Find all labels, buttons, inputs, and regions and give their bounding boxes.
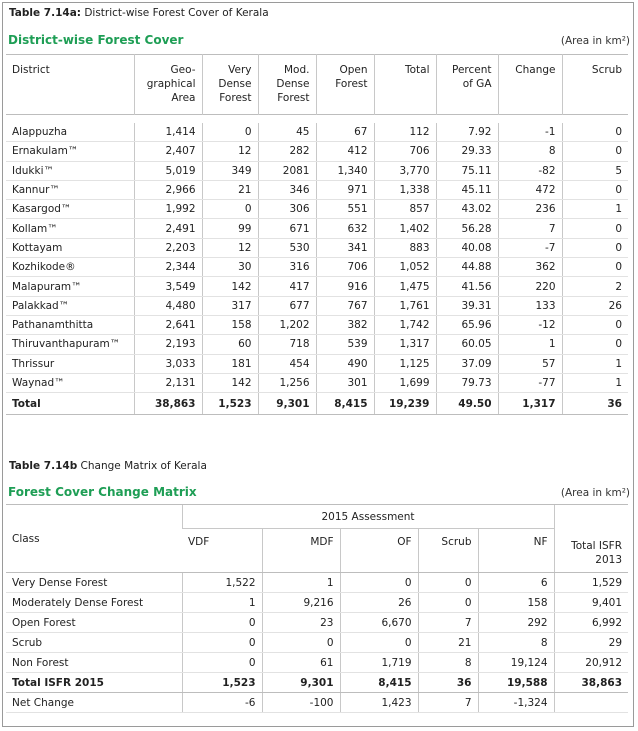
table-cell: 857 xyxy=(374,200,436,219)
net-change-row xyxy=(6,693,628,713)
table-cell: 75.11 xyxy=(436,161,498,180)
table-cell: 236 xyxy=(498,200,562,219)
column-header: Open Forest xyxy=(316,55,374,115)
table-cell: 29.33 xyxy=(436,142,498,161)
table-cell: 706 xyxy=(374,142,436,161)
group-header: 2015 Assessment xyxy=(182,505,554,529)
table-cell: Kannur™ xyxy=(6,180,134,199)
table-cell: 21 xyxy=(418,633,478,653)
table-cell: 23 xyxy=(262,613,340,633)
table-cell: 0 xyxy=(202,123,258,142)
table-cell: 0 xyxy=(562,219,628,238)
table-cell: 671 xyxy=(258,219,316,238)
table-cell: 767 xyxy=(316,296,374,315)
column-header: Total xyxy=(374,55,436,115)
table-cell: 1,719 xyxy=(340,653,418,673)
table-cell: 382 xyxy=(316,315,374,334)
table-cell: 0 xyxy=(182,633,262,653)
table-cell: 0 xyxy=(262,633,340,653)
table-cell: 1,338 xyxy=(374,180,436,199)
table-cell: Alappuzha xyxy=(6,123,134,142)
column-header: Geo-graphical Area xyxy=(134,55,202,115)
table-cell: 8 xyxy=(478,633,554,653)
column-header: District xyxy=(12,64,50,76)
table-cell: Very Dense Forest xyxy=(6,573,182,593)
table-cell: 0 xyxy=(340,573,418,593)
table-cell: 9,401 xyxy=(554,593,628,613)
table-cell: 0 xyxy=(182,613,262,633)
table-row xyxy=(6,633,628,653)
table-cell: Malapuram™ xyxy=(6,277,134,296)
table-cell: 8 xyxy=(498,142,562,161)
table-row xyxy=(6,653,628,673)
table-cell: 5,019 xyxy=(134,161,202,180)
table-cell: 29 xyxy=(554,633,628,653)
table-cell: 158 xyxy=(202,315,258,334)
table-b-section-title: Forest Cover Change Matrix xyxy=(8,485,197,499)
table-cell: 317 xyxy=(202,296,258,315)
table-b-unit: (Area in km²) xyxy=(560,487,630,499)
total-cell: 9,301 xyxy=(262,673,340,693)
table-row xyxy=(6,180,628,199)
table-cell: 472 xyxy=(498,180,562,199)
net-change-cell: 7 xyxy=(418,693,478,713)
table-cell: 0 xyxy=(562,315,628,334)
table-a-section-title: District-wise Forest Cover xyxy=(8,33,184,47)
table-cell: 1,340 xyxy=(316,161,374,180)
net-change-cell: -1,324 xyxy=(478,693,554,713)
table-cell: 158 xyxy=(478,593,554,613)
table-cell: 282 xyxy=(258,142,316,161)
table-cell: 26 xyxy=(562,296,628,315)
table-cell: 12 xyxy=(202,142,258,161)
table-cell: 1 xyxy=(562,354,628,373)
total-cell: 19,588 xyxy=(478,673,554,693)
table-row xyxy=(6,277,628,296)
table-cell: Open Forest xyxy=(6,613,182,633)
table-cell: 3,033 xyxy=(134,354,202,373)
net-change-cell xyxy=(554,693,628,713)
table-cell: 1,402 xyxy=(374,219,436,238)
table-cell: -1 xyxy=(498,123,562,142)
table-cell: 677 xyxy=(258,296,316,315)
table-cell: Thiruvanthapuram™ xyxy=(6,335,134,354)
column-header: VDF xyxy=(182,529,262,573)
table-cell: 2,344 xyxy=(134,258,202,277)
table-cell: 19,124 xyxy=(478,653,554,673)
table-cell: 0 xyxy=(562,180,628,199)
total-row xyxy=(6,673,628,693)
table-cell: 0 xyxy=(340,633,418,653)
total-cell: 36 xyxy=(418,673,478,693)
table-cell: 8 xyxy=(418,653,478,673)
net-change-cell: -100 xyxy=(262,693,340,713)
table-cell: 454 xyxy=(258,354,316,373)
table-cell: 7.92 xyxy=(436,123,498,142)
table-cell: 412 xyxy=(316,142,374,161)
table-cell: 57 xyxy=(498,354,562,373)
table-cell: 1 xyxy=(498,335,562,354)
table-cell: 2,407 xyxy=(134,142,202,161)
table-cell: 7 xyxy=(418,613,478,633)
table-row xyxy=(6,219,628,238)
table-cell: 0 xyxy=(202,200,258,219)
table-cell: 43.02 xyxy=(436,200,498,219)
table-cell: 1 xyxy=(562,200,628,219)
table-cell: 44.88 xyxy=(436,258,498,277)
total-cell: 36 xyxy=(562,393,628,415)
table-cell: 1,522 xyxy=(182,573,262,593)
table-cell: 539 xyxy=(316,335,374,354)
column-header: Change xyxy=(498,55,562,115)
column-header: MDF xyxy=(262,529,340,573)
table-cell: 6,992 xyxy=(554,613,628,633)
total-cell: 9,301 xyxy=(258,393,316,415)
table-cell: 60.05 xyxy=(436,335,498,354)
table-cell: 1,992 xyxy=(134,200,202,219)
table-cell: 60 xyxy=(202,335,258,354)
change-matrix-table xyxy=(6,504,628,713)
table-cell: 67 xyxy=(316,123,374,142)
table-cell: 341 xyxy=(316,238,374,257)
table-cell: 2081 xyxy=(258,161,316,180)
table-row xyxy=(6,258,628,277)
table-cell: 306 xyxy=(258,200,316,219)
table-cell: 6 xyxy=(478,573,554,593)
table-cell: Kozhikode® xyxy=(6,258,134,277)
table-a-unit: (Area in km²) xyxy=(560,35,630,47)
table-cell: 220 xyxy=(498,277,562,296)
table-row xyxy=(6,354,628,373)
table-cell: 301 xyxy=(316,373,374,392)
column-header: Very Dense Forest xyxy=(202,55,258,115)
column-header: OF xyxy=(340,529,418,573)
table-a-caption: Table 7.14a: District-wise Forest Cover of Kerala xyxy=(9,7,269,19)
table-cell: 292 xyxy=(478,613,554,633)
table-cell: 0 xyxy=(418,593,478,613)
table-cell: Thrissur xyxy=(6,354,134,373)
table-cell: 9,216 xyxy=(262,593,340,613)
table-cell: 79.73 xyxy=(436,373,498,392)
total-cell: Total ISFR 2015 xyxy=(6,673,182,693)
table-row xyxy=(6,573,628,593)
table-row xyxy=(6,296,628,315)
table-cell: 417 xyxy=(258,277,316,296)
net-change-cell: 1,423 xyxy=(340,693,418,713)
table-b-caption: Table 7.14b Change Matrix of Kerala xyxy=(9,460,207,472)
table-cell: 2,131 xyxy=(134,373,202,392)
table-cell: 316 xyxy=(258,258,316,277)
table-cell: 362 xyxy=(498,258,562,277)
table-cell: 0 xyxy=(562,238,628,257)
table-cell: 133 xyxy=(498,296,562,315)
table-cell: 2,641 xyxy=(134,315,202,334)
table-cell: 530 xyxy=(258,238,316,257)
column-header: Percent of GA xyxy=(436,55,498,115)
table-cell: 181 xyxy=(202,354,258,373)
table-cell: 40.08 xyxy=(436,238,498,257)
table-cell: 971 xyxy=(316,180,374,199)
table-cell: 0 xyxy=(562,335,628,354)
table-row xyxy=(6,593,628,613)
table-cell: 41.56 xyxy=(436,277,498,296)
table-cell: 0 xyxy=(562,123,628,142)
table-cell: Scrub xyxy=(6,633,182,653)
table-cell: 99 xyxy=(202,219,258,238)
spacer-row xyxy=(6,115,628,123)
table-cell: 1,414 xyxy=(134,123,202,142)
table-cell: 30 xyxy=(202,258,258,277)
table-cell: 12 xyxy=(202,238,258,257)
table-row xyxy=(6,238,628,257)
column-header: Mod. Dense Forest xyxy=(258,55,316,115)
total-cell: Total xyxy=(6,393,134,415)
table-cell: 39.31 xyxy=(436,296,498,315)
table-cell: 2,491 xyxy=(134,219,202,238)
table-cell: 3,549 xyxy=(134,277,202,296)
total-cell: 49.50 xyxy=(436,393,498,415)
table-cell: 0 xyxy=(418,573,478,593)
column-header: Scrub xyxy=(418,529,478,573)
table-cell: 1,052 xyxy=(374,258,436,277)
table-cell: 2,203 xyxy=(134,238,202,257)
table-cell: 706 xyxy=(316,258,374,277)
table-cell: 4,480 xyxy=(134,296,202,315)
table-cell: 2,193 xyxy=(134,335,202,354)
table-cell: Palakkad™ xyxy=(6,296,134,315)
table-cell: 112 xyxy=(374,123,436,142)
table-cell: 1,256 xyxy=(258,373,316,392)
table-cell: 551 xyxy=(316,200,374,219)
table-cell: 1 xyxy=(562,373,628,392)
table-row xyxy=(6,161,628,180)
table-cell: 3,770 xyxy=(374,161,436,180)
column-header: NF xyxy=(478,529,554,573)
district-forest-table xyxy=(6,54,628,415)
table-cell: 65.96 xyxy=(436,315,498,334)
table-cell: 21 xyxy=(202,180,258,199)
table-cell: 45 xyxy=(258,123,316,142)
table-cell: 26 xyxy=(340,593,418,613)
table-cell: 1,317 xyxy=(374,335,436,354)
table-cell: 1 xyxy=(182,593,262,613)
table-cell: 1,202 xyxy=(258,315,316,334)
table-cell: Moderately Dense Forest xyxy=(6,593,182,613)
table-cell: 142 xyxy=(202,373,258,392)
table-cell: 0 xyxy=(562,142,628,161)
table-cell: 718 xyxy=(258,335,316,354)
table-cell: 7 xyxy=(498,219,562,238)
table-cell: 56.28 xyxy=(436,219,498,238)
table-cell: -12 xyxy=(498,315,562,334)
table-row xyxy=(6,315,628,334)
total-cell: 1,523 xyxy=(182,673,262,693)
column-header: Total ISFR 2013 xyxy=(554,529,628,573)
table-cell: Kottayam xyxy=(6,238,134,257)
table-cell: -77 xyxy=(498,373,562,392)
table-row xyxy=(6,123,628,142)
table-cell: 1 xyxy=(262,573,340,593)
table-row xyxy=(6,200,628,219)
table-cell: Waynad™ xyxy=(6,373,134,392)
total-cell: 19,239 xyxy=(374,393,436,415)
table-cell: 349 xyxy=(202,161,258,180)
table-cell: Non Forest xyxy=(6,653,182,673)
net-change-cell: Net Change xyxy=(6,693,182,713)
table-cell: Idukki™ xyxy=(6,161,134,180)
table-cell: Kollam™ xyxy=(6,219,134,238)
net-change-cell: -6 xyxy=(182,693,262,713)
table-row xyxy=(6,142,628,161)
table-cell: 0 xyxy=(562,258,628,277)
table-cell: 883 xyxy=(374,238,436,257)
table-cell: 346 xyxy=(258,180,316,199)
table-cell: 20,912 xyxy=(554,653,628,673)
total-cell: 38,863 xyxy=(554,673,628,693)
total-cell: 1,523 xyxy=(202,393,258,415)
spacer-cell xyxy=(6,115,628,123)
total-cell: 8,415 xyxy=(316,393,374,415)
table-cell: 1,475 xyxy=(374,277,436,296)
total-cell: 1,317 xyxy=(498,393,562,415)
table-cell: Pathanamthitta xyxy=(6,315,134,334)
total-row xyxy=(6,393,628,415)
total-cell: 8,415 xyxy=(340,673,418,693)
total-cell: 38,863 xyxy=(134,393,202,415)
table-cell: 632 xyxy=(316,219,374,238)
table-cell: 1,125 xyxy=(374,354,436,373)
table-cell: 1,699 xyxy=(374,373,436,392)
table-cell: 1,529 xyxy=(554,573,628,593)
column-header: Scrub xyxy=(562,55,628,115)
table-cell: 61 xyxy=(262,653,340,673)
table-cell: 1,742 xyxy=(374,315,436,334)
table-row xyxy=(6,373,628,392)
table-cell: 5 xyxy=(562,161,628,180)
table-cell: Kasargod™ xyxy=(6,200,134,219)
table-cell: 2,966 xyxy=(134,180,202,199)
table-cell: Ernakulam™ xyxy=(6,142,134,161)
class-header: Class xyxy=(6,505,182,573)
table-cell: 142 xyxy=(202,277,258,296)
table-cell: 6,670 xyxy=(340,613,418,633)
table-cell: 0 xyxy=(182,653,262,673)
table-cell: 2 xyxy=(562,277,628,296)
group-header-row xyxy=(6,505,628,529)
table-cell: 490 xyxy=(316,354,374,373)
table-row xyxy=(6,613,628,633)
blank-header xyxy=(554,505,628,529)
table-cell: 1,761 xyxy=(374,296,436,315)
table-cell: 37.09 xyxy=(436,354,498,373)
table-cell: -7 xyxy=(498,238,562,257)
table-cell: 916 xyxy=(316,277,374,296)
table-row xyxy=(6,335,628,354)
table-cell: -82 xyxy=(498,161,562,180)
table-cell: 45.11 xyxy=(436,180,498,199)
